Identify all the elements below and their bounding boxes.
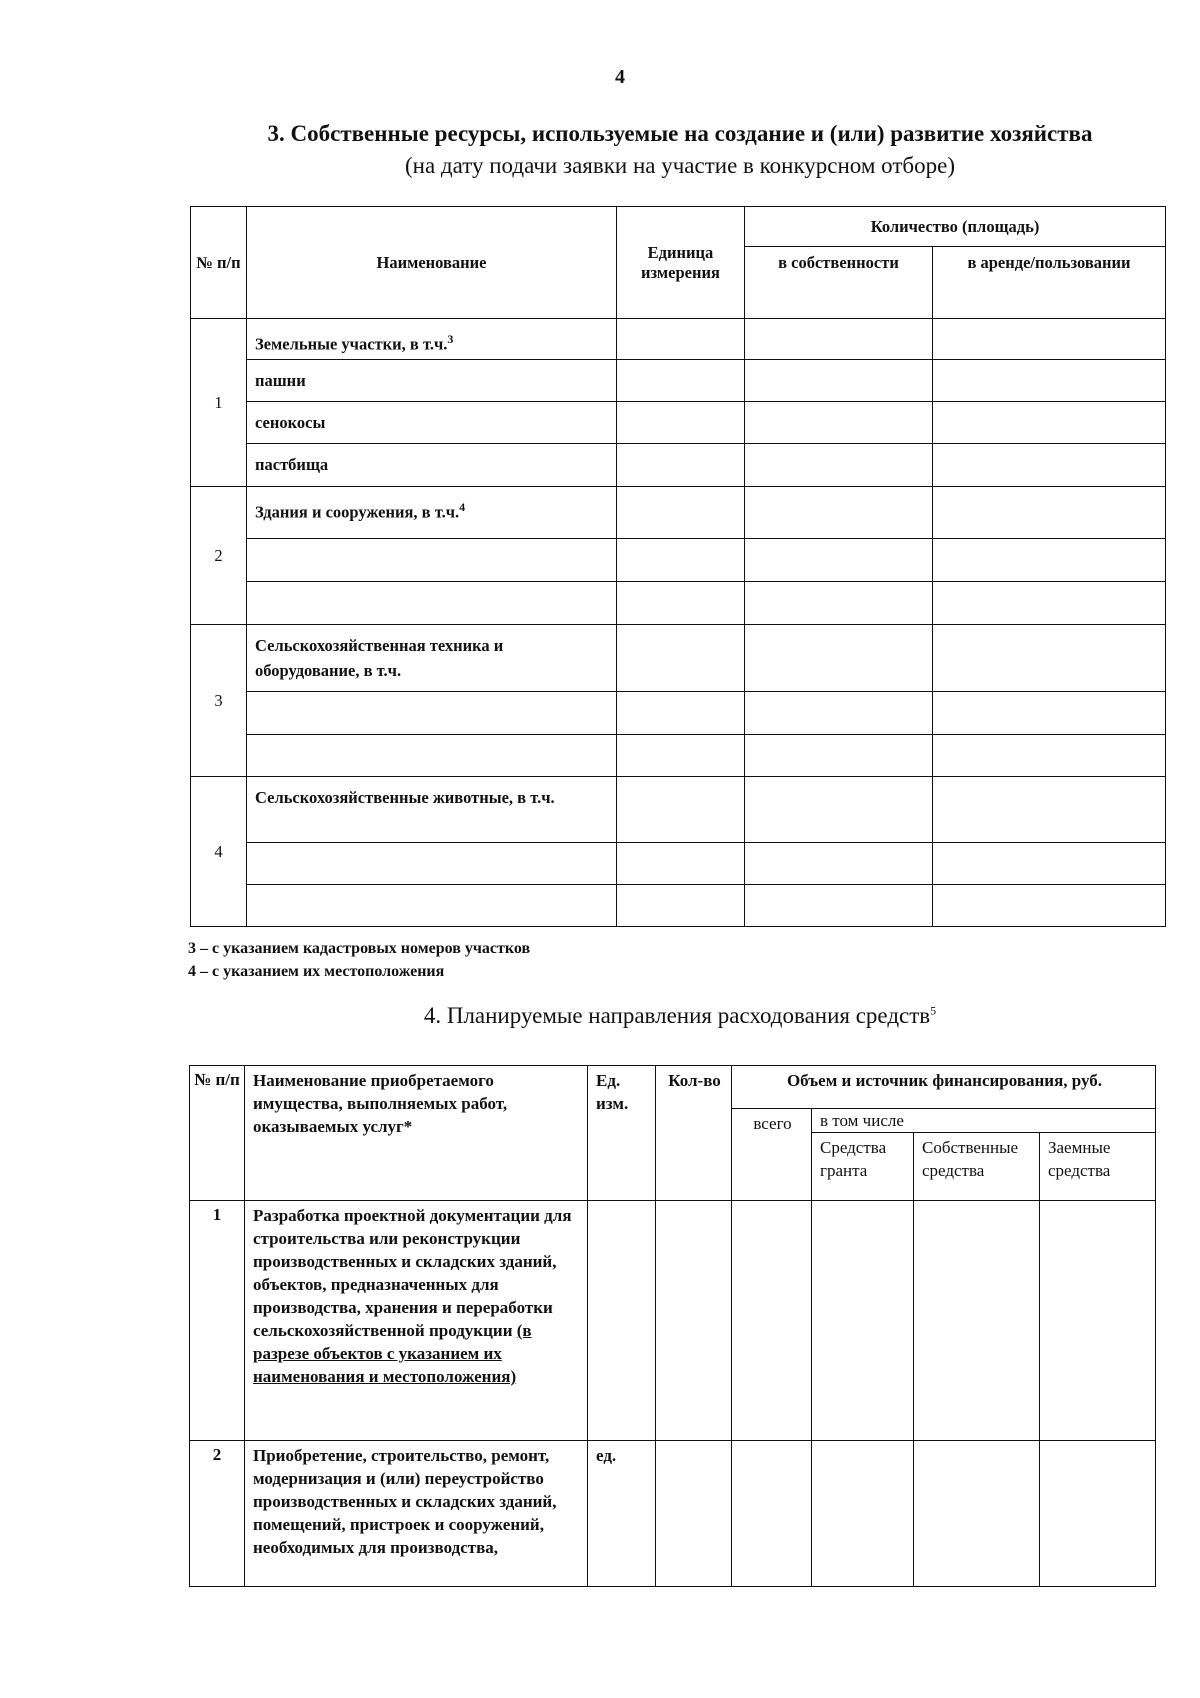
- table-row: [191, 692, 1166, 735]
- table-row: [191, 625, 1166, 692]
- row-unit: ед.: [588, 1441, 656, 1587]
- table-row: [191, 402, 1166, 444]
- row-number: 2: [190, 1441, 245, 1587]
- row-number: 3: [191, 625, 247, 777]
- table-row: [190, 1201, 1156, 1441]
- section3-subtitle: (на дату подачи заявки на участие в конкурсном отборе): [404, 153, 955, 178]
- table-row: [190, 1441, 1156, 1587]
- col-including-header: в том числе: [812, 1109, 1156, 1133]
- row-number: 1: [190, 1201, 245, 1441]
- planned-expenses-table: [189, 1065, 1156, 1587]
- col-finance-header: Объем и источник финансирования, руб.: [732, 1066, 1156, 1109]
- table-row: [191, 444, 1166, 487]
- table-row: [191, 885, 1166, 927]
- row-label: [247, 539, 617, 582]
- footnote-3: 3 – с указанием кадастровых номеров участков: [188, 940, 531, 957]
- footnote-4: 4 – с указанием их местоположения: [188, 963, 445, 980]
- col-name-header: Наименование: [247, 207, 617, 319]
- table-row: [191, 582, 1166, 625]
- col-own-header: в собственности: [745, 247, 933, 319]
- row-name: Приобретение, строительство, ремонт, модернизация и (или) переустройство производственных и складских зданий, помещений, пристроек и сооружений, необходимых для производства,: [245, 1441, 588, 1587]
- row-label: пастбища: [247, 444, 617, 487]
- col-unit-header: Единица измерения: [617, 207, 745, 319]
- row-title: Сельскохозяйственная техника и оборудование, в т.ч.: [247, 625, 617, 692]
- page-number: 4: [615, 66, 625, 88]
- row-name: Разработка проектной документации для строительства или реконструкции производственных и складских зданий, объектов, предназначенных для производства, хранения и переработки сельскохозяйственной продукции (в разрезе объектов с указанием их наименования и местоположения): [245, 1201, 588, 1441]
- section4-title: 4. Планируемые направления расходования средств$^5$: [423, 1003, 937, 1028]
- col-rent-header: в аренде/пользовании: [933, 247, 1166, 319]
- col-unit-header: Ед. изм.: [588, 1066, 656, 1201]
- row-number: 4: [191, 777, 247, 927]
- section3-title: 3. Собственные ресурсы, используемые на создание и (или) развитие хозяйства: [267, 121, 1093, 146]
- col-qty-header: Кол-во: [656, 1066, 732, 1201]
- row-label: [247, 735, 617, 777]
- col-qty-header: Количество (площадь): [745, 207, 1166, 247]
- table-row: [191, 319, 1166, 360]
- table-row: [191, 843, 1166, 885]
- row-label: сенокосы: [247, 402, 617, 444]
- table-row: [191, 735, 1166, 777]
- row-unit: [588, 1201, 656, 1441]
- row-label: пашни: [247, 360, 617, 402]
- table-row: [191, 487, 1166, 539]
- table-row: [191, 777, 1166, 843]
- col-total-header: всего: [732, 1109, 812, 1201]
- row-label: [247, 582, 617, 625]
- table-row: [191, 360, 1166, 402]
- col-loan-header: Заемные средства: [1040, 1133, 1156, 1201]
- row-number: 1: [191, 319, 247, 487]
- col-num-header: № п/п: [190, 1066, 245, 1201]
- own-resources-table: [190, 206, 1166, 927]
- row-title: Сельскохозяйственные животные, в т.ч.: [247, 777, 617, 843]
- col-own-funds-header: Собственные средства: [914, 1133, 1040, 1201]
- table-row: [191, 539, 1166, 582]
- col-name-header: Наименование приобретаемого имущества, выполняемых работ, оказываемых услуг*: [245, 1066, 588, 1201]
- row-title: Здания и сооружения, в т.ч.$^4$: [247, 487, 617, 539]
- row-label: [247, 692, 617, 735]
- col-num-header: № п/п: [191, 207, 247, 319]
- col-grant-header: Средства гранта: [812, 1133, 914, 1201]
- row-label: [247, 885, 617, 927]
- row-label: [247, 843, 617, 885]
- row-number: 2: [191, 487, 247, 625]
- row-title: Земельные участки, в т.ч.$^3$: [247, 319, 617, 360]
